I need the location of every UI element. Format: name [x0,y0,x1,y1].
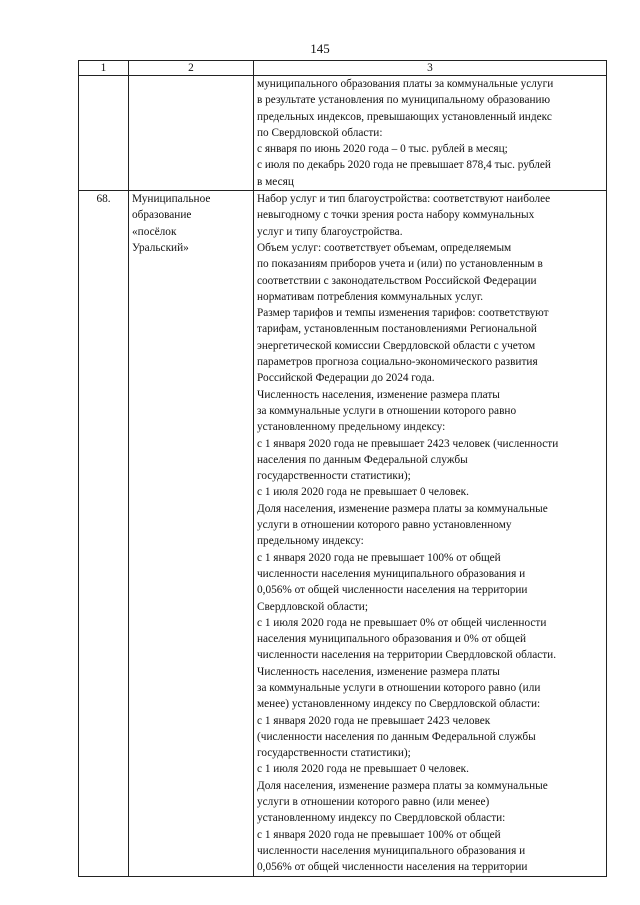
header-col-2: 2 [129,61,254,76]
document-table [78,60,607,877]
continuation-text-cell [254,76,607,191]
municipality-name-line: Муниципальное [132,193,211,206]
header-col-1: 1 [79,61,129,76]
municipality-name-line: Уральский» [132,241,189,254]
text-line: численности населения муниципального образования и [257,567,526,580]
text-line: тарифам, установленным постановлениями Региональной [257,323,537,336]
text-line: с 1 января 2020 года не превышает 100% от общей [257,828,501,841]
text-line: Свердловской области; [257,600,368,613]
text-line: с 1 июля 2020 года не превышает 0% от общей численности [257,616,547,629]
text-line: в результате установления по муниципальному образованию [257,94,551,107]
text-line: Размер тарифов и темпы изменения тарифов: соответствуют [257,307,549,320]
text-line: с 1 января 2020 года не превышает 2423 человек [257,714,491,727]
row-text-cell [254,191,607,876]
municipality-name-line: образование [132,209,192,222]
text-line: установленному индексу по Свердловской области: [257,812,506,825]
text-line: с 1 июля 2020 года не превышает 0 человек. [257,486,469,499]
text-line: Численность населения, изменение размера платы [257,665,500,678]
text-line: в месяц [257,175,294,188]
text-line: услуг и типу благоустройства. [257,225,403,238]
text-line: численности населения на территории Свердловской области. [257,649,557,662]
text-line: нормативам потребления коммунальных услуг. [257,290,484,303]
text-line: установленному предельному индексу: [257,421,446,434]
text-line: Доля населения, изменение размера платы за коммунальные [257,779,548,792]
text-line: Объем услуг: соответствует объемам, определяемым [257,241,512,254]
text-line: численности населения муниципального образования и [257,844,526,857]
text-line: муниципального образования платы за коммунальные услуги [257,78,554,90]
text-line: Набор услуг и тип благоустройства: соответствуют наиболее [257,193,551,206]
text-line: 0,056% от общей численности населения на территории [257,861,528,874]
text-line: Доля населения, изменение размера платы за коммунальные [257,502,548,515]
row-number-cell: 68. [79,191,129,876]
table-row-continuation [79,76,607,191]
municipality-name-line: «посёлок [132,225,177,238]
text-line: параметров прогноза социально-экономического развития [257,356,538,369]
text-line: с января по июнь 2020 года – 0 тыс. рублей в месяц; [257,143,508,156]
table-header-row [79,61,607,76]
text-line: с 1 января 2020 года не превышает 2423 человек (численности [257,437,559,450]
text-line: менее) установленному индексу по Свердловской области: [257,698,541,711]
text-line: невыгодному с точки зрения роста набору коммунальных [257,209,535,222]
text-line: по Свердловской области: [257,126,383,139]
text-line: энергетической комиссии Свердловской области с учетом [257,339,536,352]
text-line: по показаниям приборов учета и (или) по установленным в [257,258,543,271]
text-line: соответствии с законодательством Российской Федерации [257,274,537,287]
text-line: (численности населения по данным Федеральной службы [257,730,536,743]
text-line: Российской Федерации до 2024 года. [257,372,435,385]
table-row-68 [79,191,607,876]
text-line: 0,056% от общей численности населения на территории [257,584,528,597]
text-line: с 1 июля 2020 года не превышает 0 человек. [257,763,469,776]
text-line: услуги в отношении которого равно (или менее) [257,796,490,809]
text-line: Численность населения, изменение размера платы [257,388,500,401]
text-line: государственности статистики); [257,747,411,760]
page-number: 145 [310,41,330,56]
continuation-number-cell [79,76,129,191]
text-line: населения по данным Федеральной службы [257,453,468,466]
continuation-name-cell [129,76,254,191]
text-line: за коммунальные услуги в отношении которого равно [257,404,517,417]
text-line: за коммунальные услуги в отношении которого равно (или [257,681,541,694]
text-line: услуги в отношении которого равно установленному [257,519,512,532]
text-line: населения муниципального образования и 0% от общей [257,633,527,646]
text-line: государственности статистики); [257,470,411,483]
text-line: с 1 января 2020 года не превышает 100% от общей [257,551,501,564]
municipality-name-cell [129,191,254,876]
text-line: предельному индексу: [257,535,364,548]
header-col-3: 3 [254,61,607,76]
text-line: с июля по декабрь 2020 года не превышает 878,4 тыс. рублей [257,159,551,172]
text-line: предельных индексов, превышающих установленный индекс [257,110,552,123]
